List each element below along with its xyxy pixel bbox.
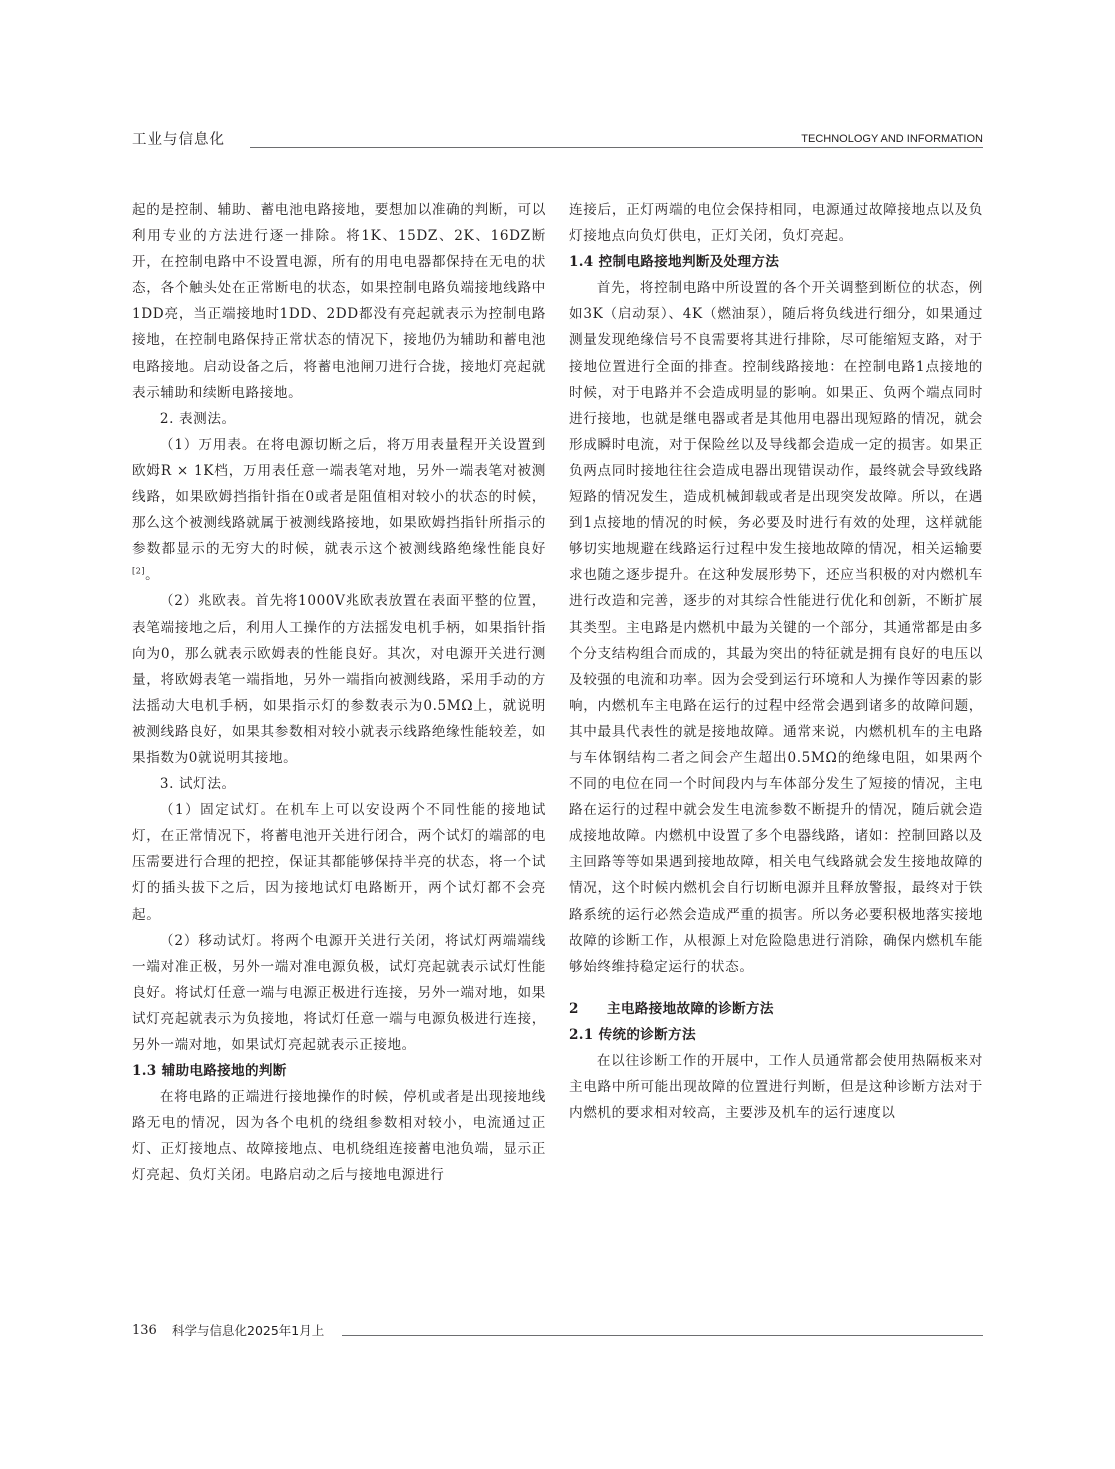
section-heading: 1.4 控制电路接地判断及处理方法 — [569, 254, 780, 271]
section-heading: 2.1 传统的诊断方法 — [569, 1026, 696, 1043]
right-column — [569, 197, 983, 1126]
section-heading: 1.3 辅助电路接地的判断 — [132, 1063, 287, 1080]
page-header — [132, 130, 983, 150]
paragraph: （1）固定试灯。在机车上可以安设两个不同性能的接地试灯，在正常情况下，将蓄电池开关进行闭合，两个试灯的端部的电压需要进行合理的把控，保证其都能够保持半亮的状态，将一个试灯的插头拔下之后，因为接地试灯电路断开，两个试灯都不会亮起。 — [132, 802, 546, 923]
page-number: 136 — [132, 1323, 157, 1338]
paragraph: 起的是控制、辅助、蓄电池电路接地，要想加以准确的判断，可以利用专业的方法进行逐一排除。将1K、15DZ、2K、16DZ断开，在控制电路中不设置电源，所有的用电电器都保持在无电的状态，各个触头处在正常断电的状态，如果控制电路负端接地线路中1DD亮，当正端接地时1DD、2DD都没有亮起就表示为控制电路接地，在控制电路保持正常状态的情况下，接地仍为辅助和蓄电池电路接地。启动设备之后，将蓄电池闸刀进行合拢，接地灯亮起就表示辅助和续断电路接地。 — [132, 202, 546, 401]
paragraph: （2）兆欧表。首先将1000V兆欧表放置在表面平整的位置，表笔端接地之后，利用人工操作的方法摇发电机手柄，如果指针指向为0，那么就表示欧姆表的性能良好。其次，对电源开关进行测量，将欧姆表笔一端指地，另外一端指向被测线路，采用手动的方法摇动大电机手柄，如果指示灯的参数表示为0.5MΩ上，就说明被测线路良好，如果其参数相对较小就表示线路绝缘性能较差，如果指数为0就说明其接地。 — [132, 593, 546, 766]
header-rule — [250, 147, 983, 148]
paragraph: 连接后，正灯两端的电位会保持相同，电源通过故障接地点以及负灯接地点向负灯供电，正灯关闭，负灯亮起。 — [569, 202, 983, 245]
citation-ref: [2] — [132, 566, 146, 576]
chapter-heading — [569, 996, 983, 1022]
journal-section-title-en: TECHNOLOGY AND INFORMATION — [795, 133, 983, 145]
paragraph-end: 。 — [145, 567, 160, 584]
paragraph-text: （1）万用表。在将电源切断之后，将万用表量程开关设置到欧姆R × 1K档，万用表任意一端表笔对地，另外一端表笔对被测线路，如果欧姆挡指针指在0或者是阻值相对较小的状态的时候，那么这个被测线路就属于被测线路接地，如果欧姆挡指针所指示的参数都显示的无穷大的时候，就表示这个被测线路绝缘性能良好 — [132, 436, 546, 558]
paragraph: 在将电路的正端进行接地操作的时候，停机或者是出现接地线路无电的情况，因为各个电机的绕组参数相对较小，电流通过正灯、正灯接地点、故障接地点、电机绕组连接蓄电池负端，显示正灯亮起、负灯关闭。电路启动之后与接地电源进行 — [132, 1089, 546, 1184]
paragraph: 3. 试灯法。 — [159, 776, 236, 793]
paragraph — [132, 432, 546, 589]
journal-section-title: 工业与信息化 — [132, 132, 225, 148]
journal-issue: 科学与信息化2025年1月上 — [172, 1323, 325, 1338]
footer-rule — [342, 1335, 983, 1336]
paragraph: 首先，将控制电路中所设置的各个开关调整到断位的状态，例如3K（启动泵）、4K（燃油泵），随后将负线进行细分，如果通过测量发现绝缘信号不良需要将其进行排除，尽可能缩短支路，对于接地位置进行全面的排查。控制线路接地：在控制电路1点接地的时候，对于电路并不会造成明显的影响。如果正、负两个端点同时进行接地，也就是继电器或者是其他用电器出现短路的情况，就会形成瞬时电流，对于保险丝以及导线都会造成一定的损害。如果正负两点同时接地往往会造成电器出现错误动作，最终就会导致线路短路的情况发生，造成机械卸载或者是出现突发故障。所以，在遇到1点接地的情况的时候，务必要及时进行有效的处理，这样就能够切实地规避在线路运行过程中发生接地故障的情况，相关运输要求也随之逐步提升。在这种发展形势下，还应当积极的对内燃机车进行改造和完善，逐步的对其综合性能进行优化和创新，不断扩展其类型。主电路是内燃机中最为关键的一个部分，其通常都是由多个分支结构组合而成的，其最为突出的特征就是拥有良好的电压以及较强的电流和功率。因为会受到运行环境和人为操作等因素的影响，内燃机车主电路在运行的过程中经常会遇到诸多的故障问题，其中最具代表性的就是接地故障。通常来说，内燃机机车的主电路与车体钢结构二者之间会产生超出0.5MΩ的绝缘电阻，如果两个不同的电位在同一个时间段内与车体部分发生了短接的情况，主电路在运行的过程中就会发生电流参数不断提升的情况，随后就会造成接地故障。内燃机中设置了多个电器线路，诸如：控制回路以及主回路等等如果遇到接地故障，相关电气线路就会发生接地故障的情况，这个时候内燃机会自行切断电源并且释放警报，最终对于铁路系统的运行必然会造成严重的损害。所以务必要积极地落实接地故障的诊断工作，从根源上对危险隐患进行消除，确保内燃机车能够始终维持稳定运行的状态。 — [569, 280, 983, 975]
page-footer — [132, 1321, 983, 1341]
left-column — [132, 197, 546, 1189]
chapter-title: 主电路接地故障的诊断方法 — [607, 1000, 774, 1017]
paragraph: 2. 表测法。 — [159, 410, 236, 427]
chapter-number: 2 — [569, 1000, 579, 1017]
paragraph: （2）移动试灯。将两个电源开关进行关闭，将试灯两端端线一端对准正极，另外一端对准电源负极，试灯亮起就表示试灯性能良好。将试灯任意一端与电源正极进行连接，另外一端对地，如果试灯亮起就表示为负接地，将试灯任意一端与电源负极进行连接，另外一端对地，如果试灯亮起就表示正接地。 — [132, 932, 546, 1053]
paragraph: 在以往诊断工作的开展中，工作人员通常都会使用热隔板来对主电路中所可能出现故障的位置进行判断，但是这种诊断方法对于内燃机的要求相对较高，主要涉及机车的运行速度以 — [569, 1053, 983, 1122]
